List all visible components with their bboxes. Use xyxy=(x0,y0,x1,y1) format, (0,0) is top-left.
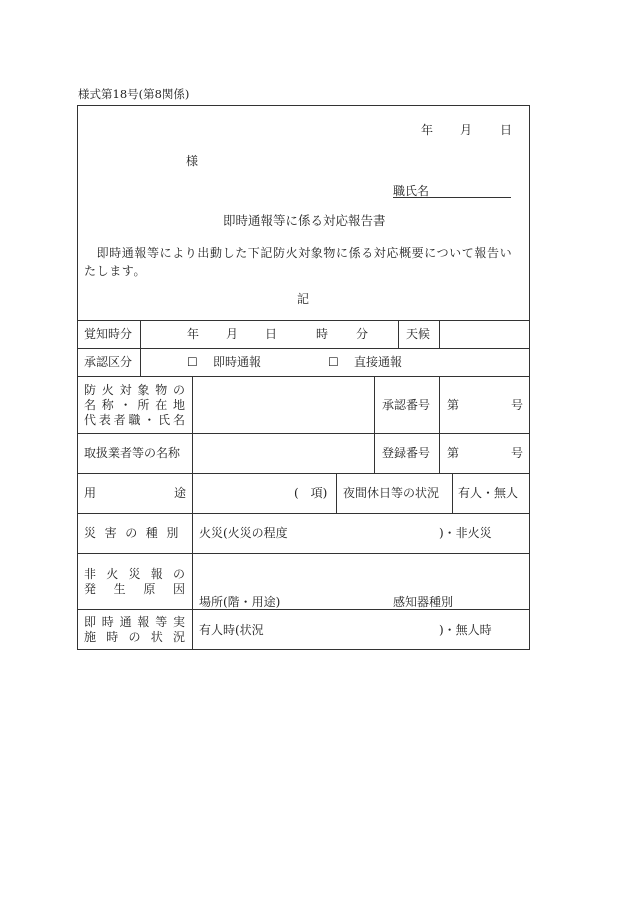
direct-report-checkbox[interactable]: ☐ xyxy=(328,355,339,369)
detector-type-label: 感知器種別 xyxy=(393,595,454,609)
awareness-minute: 分 xyxy=(356,327,369,341)
addressee-suffix: 様 xyxy=(186,154,199,168)
status-label-line1: 即時通報等実 xyxy=(84,615,185,629)
disaster-type-label: 災害の種別 xyxy=(84,526,188,540)
fire-degree-label: 火災(火災の程度 xyxy=(199,526,288,540)
date-day-label: 日 xyxy=(500,123,513,137)
document-title: 即時通報等に係る対応報告書 xyxy=(223,213,386,228)
row-divider xyxy=(77,553,530,554)
awareness-hour: 時 xyxy=(316,327,329,341)
col-divider xyxy=(374,376,375,473)
body-text-content: 即時通報等により出動した下記防火対象物に係る対応概要について報告いたします。 xyxy=(84,246,513,278)
approval-number-go: 号 xyxy=(511,398,524,412)
manned-status-label: 有人時(状況 xyxy=(199,623,264,637)
awareness-time-label: 覚知時分 xyxy=(84,327,133,341)
location-label: 場所(階・用途) xyxy=(199,595,281,609)
col-divider xyxy=(452,473,453,513)
row-divider xyxy=(77,433,530,434)
col-divider xyxy=(140,320,141,376)
immediate-report-checkbox[interactable]: ☐ xyxy=(187,355,198,369)
row-divider xyxy=(77,348,530,349)
handler-label: 取扱業者等の名称 xyxy=(84,446,181,460)
presence-status: 有人・無人 xyxy=(458,486,519,500)
officer-name-line xyxy=(393,197,511,198)
status-label-line2: 施時の状況 xyxy=(84,630,185,644)
row-divider xyxy=(77,513,530,514)
target-label-line3: 代表者職・氏名 xyxy=(84,413,185,427)
approval-number-label: 承認番号 xyxy=(382,398,431,412)
weather-label: 天候 xyxy=(406,327,431,341)
target-label-line1: 防火対象物の xyxy=(84,383,185,397)
usage-label-b: 途 xyxy=(174,486,187,500)
registration-number-dai: 第 xyxy=(447,446,460,460)
approval-number-dai: 第 xyxy=(447,398,460,412)
awareness-month: 月 xyxy=(226,327,239,341)
col-divider xyxy=(439,376,440,473)
col-divider xyxy=(192,376,193,650)
col-divider xyxy=(336,473,337,513)
usage-label-a: 用 xyxy=(84,486,97,500)
col-divider xyxy=(398,320,399,348)
row-divider xyxy=(77,609,530,610)
target-label-line2: 名称・所在地 xyxy=(84,398,185,412)
unmanned-label: )・無人時 xyxy=(439,623,492,637)
row-divider xyxy=(77,320,530,321)
registration-number-go: 号 xyxy=(511,446,524,460)
immediate-report-label: 即時通報 xyxy=(213,355,262,369)
awareness-year: 年 xyxy=(187,327,200,341)
non-fire-cause-label-line1: 非火災報の xyxy=(84,567,185,581)
date-year-label: 年 xyxy=(421,123,434,137)
approval-category-label: 承認区分 xyxy=(84,355,133,369)
usage-item: ( 項) xyxy=(294,486,328,500)
non-fire-cause-label-line2: 発生原因 xyxy=(84,582,185,596)
row-divider xyxy=(77,376,530,377)
non-fire-label: )・非火災 xyxy=(439,526,492,540)
awareness-day: 日 xyxy=(265,327,278,341)
direct-report-label: 直接通報 xyxy=(354,355,403,369)
date-month-label: 月 xyxy=(460,123,473,137)
ki-heading: 記 xyxy=(297,292,310,306)
col-divider xyxy=(439,320,440,348)
form-caption: 様式第18号(第8関係) xyxy=(78,87,190,101)
night-holiday-label: 夜間休日等の状況 xyxy=(343,486,440,500)
row-divider xyxy=(77,473,530,474)
registration-number-label: 登録番号 xyxy=(382,446,431,460)
body-text xyxy=(84,244,524,280)
officer-name-label: 職氏名 xyxy=(393,184,430,198)
